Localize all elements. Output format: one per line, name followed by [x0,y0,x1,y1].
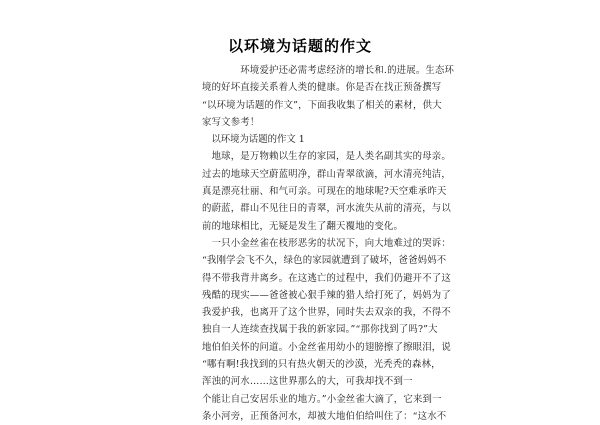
text-line: 我爱护我，也离开了这个世界，同时失去双亲的我，不得不 [202,307,451,319]
text-line: 境的好坏直接关系着人类的健康。你是否在找正预备撰写 [202,82,442,94]
text-line: 一只小金丝雀在枝形恶劣的状况下，向大地难过的哭诉： [202,237,451,249]
text-line: 残酷的现实——爸爸被心狠手辣的猎人给打死了，妈妈为了 [202,289,451,301]
document-body [202,62,455,425]
text-line: 家写文参考！ [202,116,260,128]
text-line: “哪有啊!我找到的只有热火朝天的沙漠，光秃秃的森林， [202,359,441,371]
text-line: “我刚学会飞不久，绿色的家园就遭到了破坏，爸爸妈妈不 [202,255,447,267]
text-line: 地球，是万物赖以生存的家园，是人类名副其实的母亲。 [202,151,451,163]
text-line: “以环境为话题的作文”，下面我收集了相关的素材，供大 [202,99,442,111]
text-line: 过去的地球天空蔚蓝明净，群山青翠欲滴，河水清亮纯洁， [202,168,451,180]
text-line: 地伯伯关怀的问道。小金丝雀用幼小的翅膀擦了擦眼泪，说 [202,341,451,353]
section-heading: 以环境为话题的作文 1 [202,134,305,146]
text-line: 的蔚蓝，群山不见往日的青翠，河水流失从前的清亮，与以 [202,203,451,215]
text-line: 得不带我背井离乡。在这逃亡的过程中，我们仍避开不了这 [202,272,451,284]
text-line: 真是漂亮壮丽、和气可亲。可现在的地球呢?天空难承昨天 [202,186,447,198]
text-line: 前的地球相比，无疑是发生了翻天覆地的变化。 [202,220,404,232]
text-line: 环境爱护还必需考虑经济的增长和.的进展。生态环 [202,65,455,76]
text-line: 个能让自己安居乐业的地方。”小金丝雀大滴了，它来到一 [202,393,442,405]
text-line: 浑浊的河水……这世界那么的大，可我却找不到一 [202,376,413,388]
text-line: 独自一人连续查找属于我的新家园。”“那你找到了吗?”大 [202,324,438,336]
page-title: 以环境为话题的作文 [227,37,372,55]
text-line: 条小河旁，正预备河水，却被大地伯伯给叫住了：“这水不 [202,410,447,422]
